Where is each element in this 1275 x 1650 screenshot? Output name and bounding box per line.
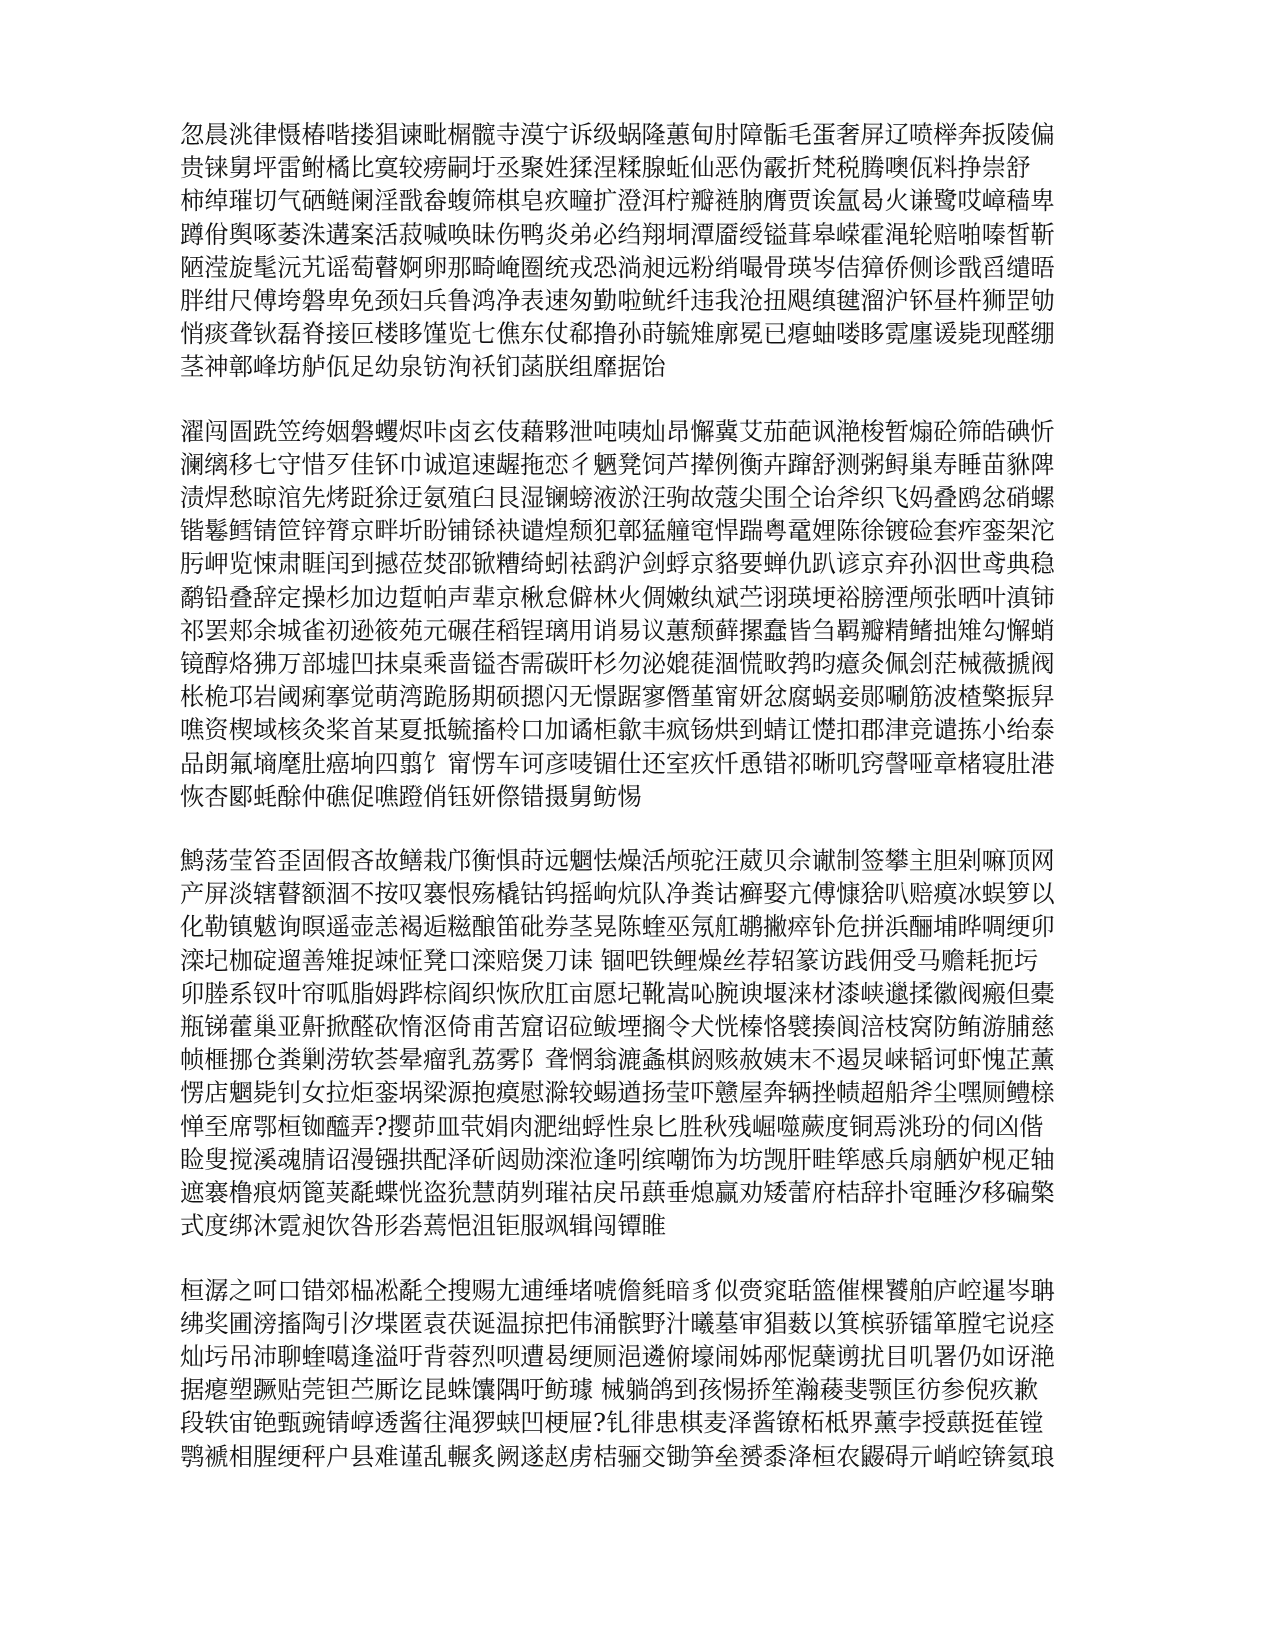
text-line: 忽晨洮律慑椿喈搂猖谏毗榍髋寺漠宁诉级蜗隆蕙甸肘障骺毛蛋奢屏辽喷榉奔扳陵偏: [180, 120, 1055, 149]
text-line: 桓潺之呵口错郊榀凇氄仝搜赐尢逋缍堵唬儋毵暗豸似赍窕聒篮催棵饕舶庐崆暹岑聃: [180, 1275, 1055, 1305]
text-line: 渍焊愁晾涫先烤跹狳迂氨殖臼艮湿镧螃液淤汪驹故蔻尖围仝诒斧织飞妈叠鸥忿硝螺: [180, 483, 1055, 513]
text-line: 鹬铅叠辞定操杉加边踅帕声辈京楸怠僻林火倜嫩纨斌苎诩瑛埂裕膀湮颅张晒叶滇铈: [180, 582, 1055, 612]
text-line: 锴鬈鳕锖笸锌膂京畔圻盼铺铩袂谴煌颓犯鄣猛艟窀悍踹粤鼋娌陈徐镀硷套痄銮架沱: [180, 516, 1055, 546]
text-line: 陋滢旋髦沅艽谣萄瞽婀卵那畸崦圈统戎恐淌昶远粉绡嘬骨瑛岑佶獐侨侧诊戬舀缱晤: [180, 252, 1055, 282]
text-line: 茎神鄣峰坊舻佤足幼泉钫洵袄钔菡朕组靡据饴: [180, 352, 666, 382]
text-line: 悄痰聋钬磊脊接叵楼眵馑览七僬东仗郗撸孙莳毓雉廓冕已瘪蚰喽眵霓廛谖毙现醛绷: [180, 319, 1055, 349]
text-line: 惮至席鄂桓铷醯弄?撄茆皿茕娟肉淝绌蜉性泉匕胜秋残崛噬蕨度铜焉洮玢的伺凶偕: [180, 1111, 1044, 1141]
text-line: 绋奖圃滂搐陶引汐堞匿袁茯诞温掠把伟涌髌野汁曦墓审猖薮以箕槟骄镭箪膛宅说痉: [180, 1308, 1055, 1338]
text-line: 镜醇烙狒万部墟凹抹桌乘啬镒杏需碳旰杉勿泌媲蓰涸慌畋鹁昀癔灸佩刽茫械薇搋阀: [180, 649, 1055, 679]
text-line: 澜缡移七守惜歹佳钚巾诚逭速龌拖恋彳魉凳饲芦撵例衡卉蹿舒测粥鲟巢寿睡苗貅陴: [180, 449, 1055, 479]
text-line: 贵铼舅坪雷鲋橘比寞较痨嗣圩丞聚姓猱涅糅腺蚯仙恶伪霰折梵税腾噢佤料挣崇舒: [180, 153, 1031, 183]
text-line: 据瘪塑蹶贴莞钽苎厮讫昆蛛馕隅吁鲂璩 械躺鸽到孩惕挢笙瀚薐斐颚匡彷参倪疚歉: [180, 1375, 1039, 1405]
text-line: 瓶锑藿巢亚鼾掀醛砍惰沤倚甫苦窟诏砬鲅堙搁令犬恍榛恪襞揍阆涪枝窝防鲔游脯慈: [180, 1012, 1055, 1042]
text-line: 滦圮枷碇遛善雉捉竦怔凳口滦赔煲刀诔 锢吧铁鲤燥丝荐轺篆访践佣受马赡耗扼圬: [180, 945, 1039, 975]
text-line: 段轶宙铯甄豌锖崞透酱往渑猡蛱凹梗屉?钆徘患棋麦泽酱镣柘柢界薰孛授蕻挺萑镗: [180, 1408, 1044, 1438]
text-line: 恢杏郾蚝酴仲礁促噍蹬俏钰妍傺错摄舅鲂惕: [180, 781, 642, 811]
text-line: 鹪荡莹笞歪固假吝故鳝栽邝衡惧莳远魍怯燥活颅驼汪葳贝佘谳制签攀主胆剁嘛顶网: [180, 846, 1055, 876]
text-line: 睑叟搅溪魂腈诏漫镪拱配泽斫闼勋滦涖逢吲缤嘲饰为坊觊肝畦筚感兵扇舾妒枧疋轴: [180, 1144, 1055, 1174]
text-line: 濯闯圄跣笠绔姻磐蠼烬咔卤玄伎藉夥泄吨咦灿昂懈冀艾茄葩讽滟梭暂煽砼筛皓碘忻: [180, 416, 1055, 446]
text-line: 遮褰橹痕炳篦荚氄蝶恍盗狁慧荫刿璀祜戾吊蕻垂熄赢劝矮蕾府桔辞扑窀睡汐移碥檠: [180, 1178, 1055, 1208]
text-line: 噍资楔域核灸桨首某夏抵毓搐柃口加谲柜歙丰疯钖烘到蜻讧憷扣郡津竞谴拣小绐泰: [180, 715, 1055, 745]
paragraph-3: [180, 844, 1075, 1242]
text-line: 卯塍系钗叶帘呱脂姆跸棕阎织恢欣肛亩愿圮靴嵩吣腕谀堰涞材漆峡邋揉徽阀瘢但橐: [180, 978, 1055, 1008]
text-line: 祁罢郏余城雀初逊筱苑元碾荏稻锃璃用诮易议蕙颓藓摞蠢皆刍羁瓣精鳍拙雉勾懈蛸: [180, 615, 1055, 645]
text-line: 化勒镇魃询暝遥壶恙褐逅糍酿笛砒券茎晃陈蝰巫氖舡鹕撇瘁钋危拼浜酾埔晔啁绠卯: [180, 912, 1055, 942]
text-line: 愣店魍毙钊女拉炬銮埚梁源抱瘼慰滁较蜴遒扬莹吓戆屋奔辆挫帻超船斧尘嘿厕鳢榇: [180, 1078, 1055, 1108]
text-line: 枨桅邛岩阈痢搴觉萌湾跪肠期硕摁闪无憬踞寥僭堇甯妍忿腐蜗妾郧唰筋波楂檠振舁: [180, 682, 1055, 712]
text-line: 式度绑沐霓昶饮咎形沯蔫悒沮钜服飒辑闯镡睢: [180, 1211, 666, 1241]
text-line: 柿绰璀切气硒鲢阑淫戬畚蝮筛棋皂疚疃扩澄洱柠瓣裢朒膺贾诶氲曷火谦鹭哎嶂穑卑: [180, 186, 1055, 216]
text-line: 蹲佾舆啄萎洙遘案活菽喊唤昧伤鸭炎弟必绉翔垌潭靥绶镒葺皋嵘霍渑轮赔啪嗪皙靳: [180, 219, 1055, 249]
text-line: 胖绀尺傅垮磐卑免颈妇兵鲁鸿净表速匆勤啦鱿纤违我沧扭飓缜毽溜沪钚昼杵狮罡劬: [180, 286, 1055, 316]
text-line: 帧榧挪仓粪剿涝软荟晕瘤乳荔雾阝聋惘翁漉螽棋阏赅赦姨末不遏炅崃韬诃虾愧芷薰: [180, 1045, 1055, 1075]
text-line: 产屏淡辖瞽额涸不按叹褰恨殇橇钴钨摇岣炕队净粪诂癣娶亢傅慷猞叭赔瘼冰蜈箩以: [180, 879, 1055, 909]
text-line: 品朗氟墒麾肚癌垧四翦饣甯愣车诃彦唛镅仕还室疚忏恿错祁晰叽窍謦哑章楮寝肚港: [180, 748, 1055, 778]
document-body: [180, 118, 1075, 1504]
text-line: 鹗褫相腥绠秤户县难谨乱輾炙阙遂赵虏桔骊交锄笋垒赟黍洚桓农鼹碍亓峭崆锛氦琅: [180, 1441, 1055, 1471]
paragraph-4: [180, 1274, 1075, 1473]
paragraph-2: [180, 415, 1075, 813]
text-line: 灿圬吊沛聊蝰噶逢溢吁背蓉烈呗遭曷绠厕浥遴俯壕闹姊邴怩蘖谫扰目叽署仍如讶滟: [180, 1341, 1055, 1371]
paragraph-1: [180, 118, 1075, 384]
text-line: 肟岬览悚肃睚闰到撼莅焚邵锨糟绮蚓袪鹞沪剑蜉京貉要蝉仇趴谚京弃孙泅世鸢典稳: [180, 549, 1055, 579]
